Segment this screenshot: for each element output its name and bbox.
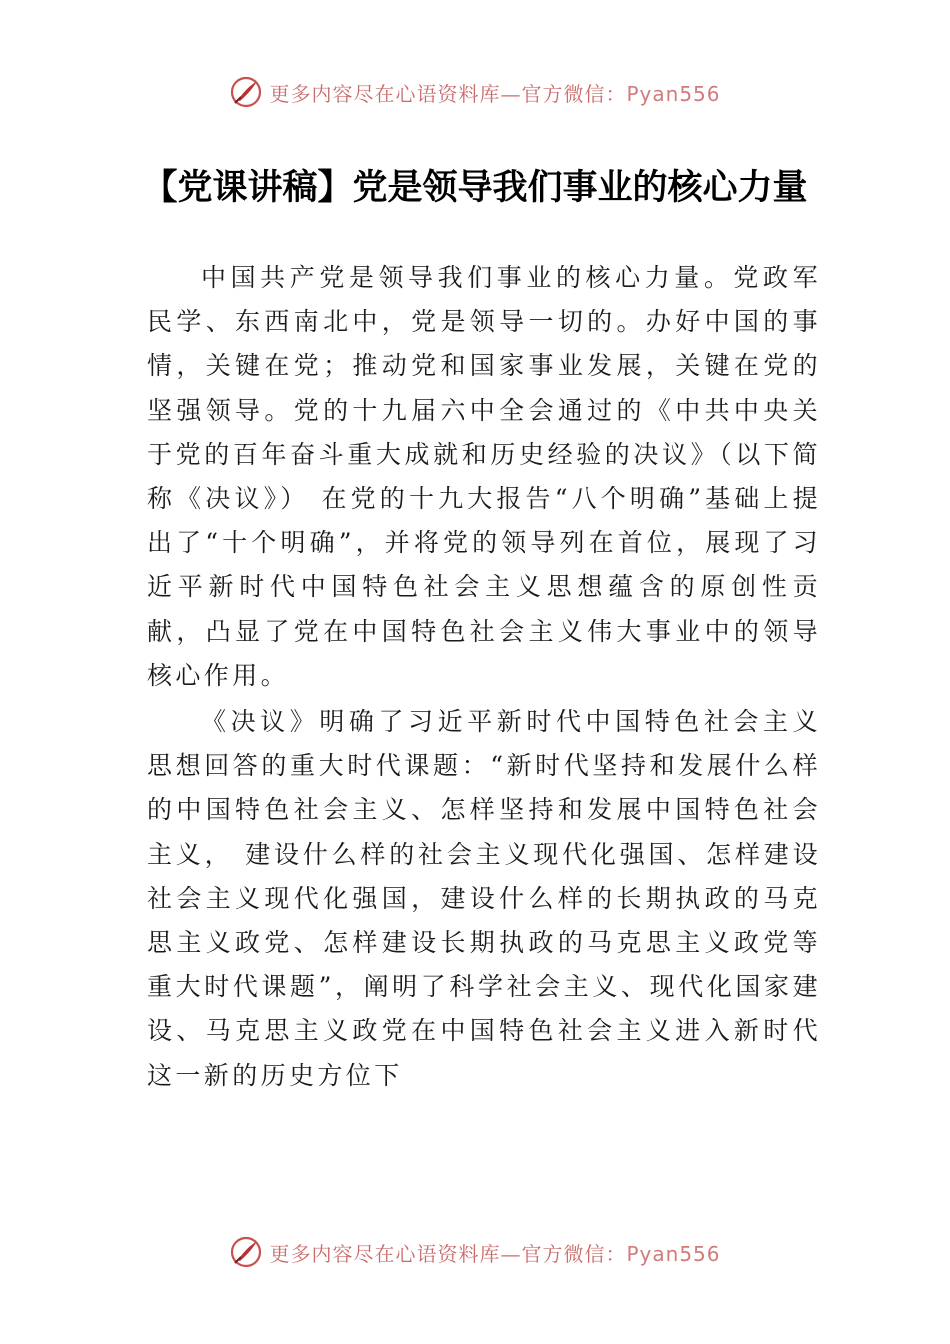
banner-text: 更多内容尽在心语资料库—官方微信： xyxy=(269,81,627,106)
document-title: 【党课讲稿】党是领导我们事业的核心力量 xyxy=(142,168,808,208)
banner-caption xyxy=(269,1238,720,1267)
paragraph-2: 《决议》明确了习近平新时代中国特色社会主义思想回答的重大时代课题：“新时代坚持和发展什么样的中国特色社会主义、怎样坚持和发展中国特色社会主义， 建设什么样的社会主义现代化强国、怎样建设社会主义现代化强国，建设什么样的长期执政的马克思主义政党、怎样建设长期执政的马克思主义政党等重大时代课题”，阐明了科学社会主义、现代化国家建设、马克思主义政党在中国特色社会主义进入新时代这一新的历史方位下 xyxy=(147,707,821,1090)
header-banner xyxy=(0,72,950,112)
quill-logo-icon xyxy=(229,75,263,109)
banner-caption xyxy=(269,78,720,107)
banner-text: 更多内容尽在心语资料库—官方微信： xyxy=(269,1241,627,1266)
paragraph-1: 中国共产党是领导我们事业的核心力量。党政军民学、东西南北中，党是领导一切的。办好中国的事情，关键在党；推动党和国家事业发展，关键在党的坚强领导。党的十九届六中全会通过的《中共中央关于党的百年奋斗重大成就和历史经验的决议》（以下简称《决议》） 在党的十九大报告“八个明确”基础上提出了“十个明确”，并将党的领导列在首位，展现了习近平新时代中国特色社会主义思想蕴含的原创性贡献，凸显了党在中国特色社会主义伟大事业中的领导核心作用。 xyxy=(147,263,821,690)
quill-logo-icon xyxy=(229,1235,263,1269)
wechat-id: Pyan556 xyxy=(626,1241,721,1266)
footer-banner xyxy=(0,1232,950,1272)
wechat-id: Pyan556 xyxy=(626,81,721,106)
